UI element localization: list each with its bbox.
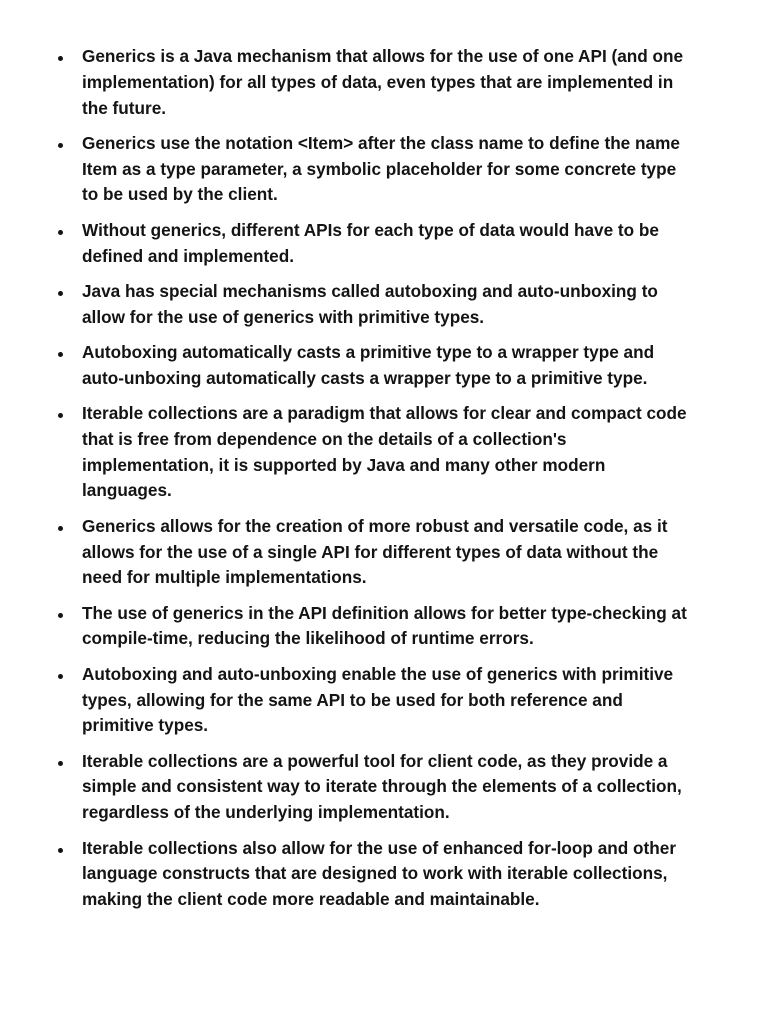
bullet-text: Iterable collections are a paradigm that allows for clear and compact code that is free from dependence on the details of a collection's implementation, it is supported by Java and many other modern languages. — [82, 403, 687, 501]
bullet-text: Generics allows for the creation of more robust and versatile code, as it allows for the use of a single API for different types of data without the need for multiple implementations. — [82, 515, 668, 588]
bullet-icon — [58, 291, 63, 296]
bullet-item — [56, 340, 688, 392]
bullet-icon — [58, 613, 63, 618]
bullet-item — [56, 401, 688, 504]
bullet-text: Autoboxing and auto-unboxing enable the use of generics with primitive types, allowing for the same API to be used for both reference and primitive types. — [82, 663, 674, 736]
bullet-text: The use of generics in the API definition allows for better type-checking at compile-time, reducing the likelihood of runtime errors. — [82, 602, 687, 649]
bullet-icon — [58, 761, 63, 766]
bullet-icon — [58, 352, 63, 357]
bullet-icon — [58, 674, 63, 679]
bullet-text: Java has special mechanisms called autoboxing and auto-unboxing to allow for the use of generics with primitive types. — [82, 280, 658, 327]
bullet-text: Generics use the notation <Item> after the class name to define the name Item as a type parameter, a symbolic placeholder for some concrete type to be used by the client. — [82, 132, 680, 205]
bullet-item — [56, 836, 688, 913]
bullet-item — [56, 279, 688, 331]
bullet-text: Iterable collections also allow for the use of enhanced for-loop and other language constructs that are designed to work with iterable collections, making the client code more readable and maintainable. — [82, 837, 677, 910]
bullet-icon — [58, 230, 63, 235]
bullet-icon — [58, 526, 63, 531]
bullet-text: Autoboxing automatically casts a primitive type to a wrapper type and auto-unboxing automatically casts a wrapper type to a primitive type. — [82, 341, 655, 388]
bullet-item — [56, 601, 688, 653]
bullet-icon — [58, 143, 63, 148]
bullet-icon — [58, 413, 63, 418]
bullet-item — [56, 218, 688, 270]
bullet-item — [56, 749, 688, 826]
bullet-text: Generics is a Java mechanism that allows for the use of one API (and one implementation) for all types of data, even types that are implemented in the future. — [82, 46, 684, 118]
bullet-text: Without generics, different APIs for each type of data would have to be defined and implemented. — [82, 219, 659, 266]
bullet-item — [56, 44, 688, 121]
bullet-item — [56, 514, 688, 591]
bullet-icon — [58, 848, 63, 853]
bullet-list — [56, 44, 688, 913]
bullet-text: Iterable collections are a powerful tool for client code, as they provide a simple and consistent way to iterate through the elements of a collection, regardless of the underlying implementation. — [82, 750, 682, 823]
bullet-icon — [58, 56, 63, 61]
bullet-item — [56, 662, 688, 739]
bullet-item — [56, 131, 688, 208]
